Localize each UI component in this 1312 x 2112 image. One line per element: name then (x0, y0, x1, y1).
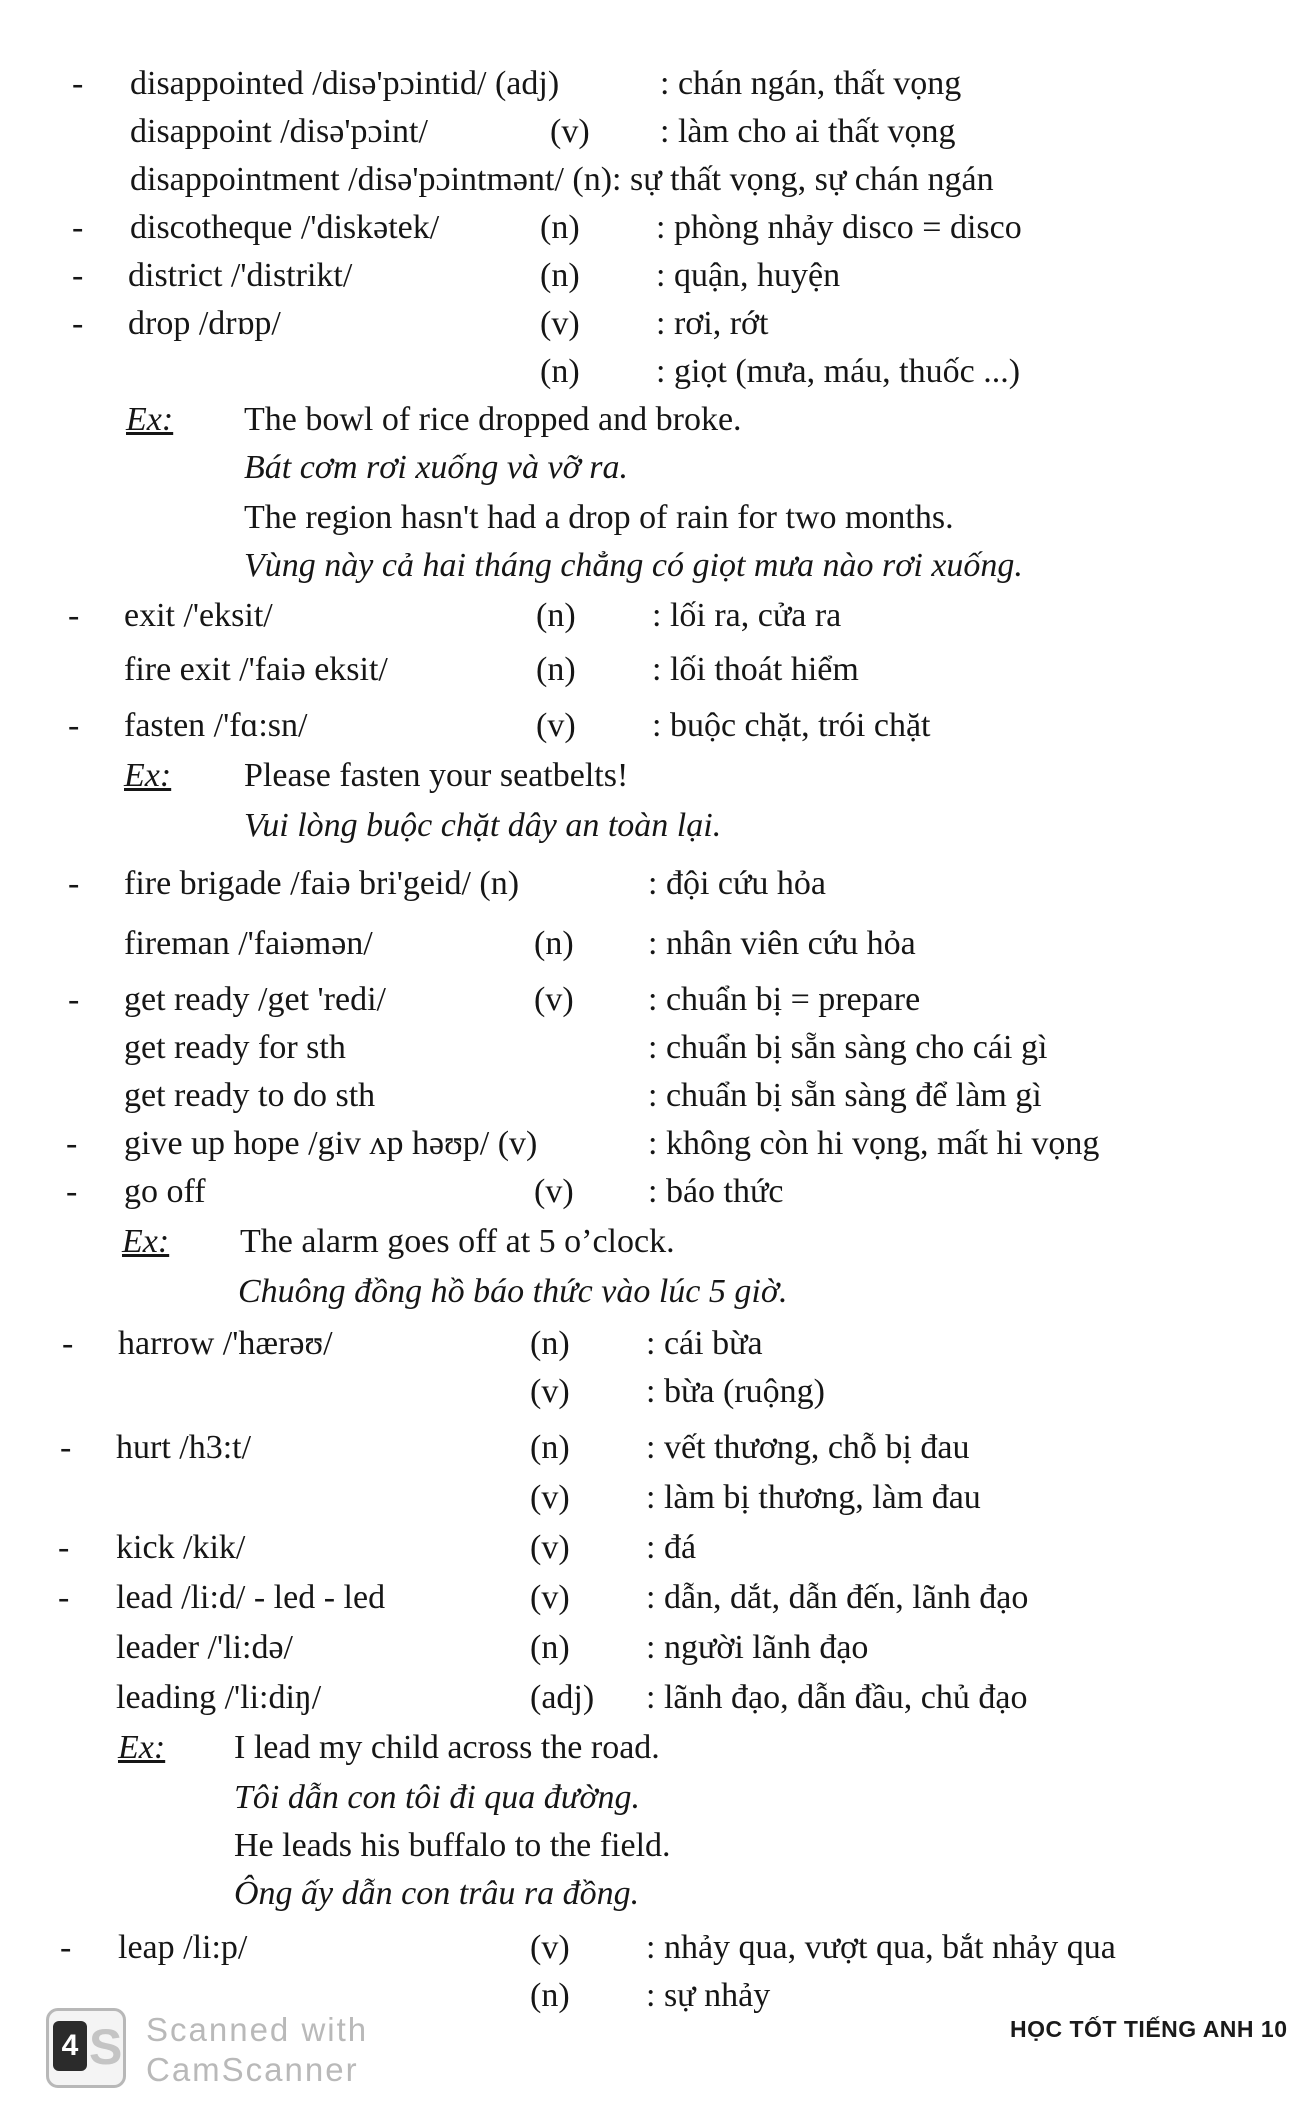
example-vietnamese: Bát cơm rơi xuống và vỡ ra. (244, 449, 628, 486)
entry-meaning: : đội cứu hỏa (648, 865, 827, 902)
entry-meaning: : người lãnh đạo (646, 1629, 869, 1666)
watermark-line-1: Scanned with (146, 2011, 369, 2048)
entry-word: leader /'li:də/ (116, 1629, 293, 1666)
entry-meaning: : báo thức (648, 1173, 784, 1210)
entry-word: give up hope /giv ʌp həʊp/ (v) (124, 1125, 538, 1162)
entry-dash: - (72, 305, 84, 342)
entry-word: disappointment /disə'pɔintmənt/ (n): sự thất vọng, sự chán ngán (130, 161, 994, 198)
entry-word: fire exit /'faiə eksit/ (124, 651, 388, 688)
entry-pos: (n) (530, 1325, 570, 1362)
example-label: Ex: (118, 1729, 166, 1766)
entry-pos: (v) (550, 113, 590, 150)
entry-word: kick /kik/ (116, 1529, 246, 1566)
entry-dash: - (68, 865, 80, 902)
entry-pos: (v) (536, 707, 576, 744)
entry-dash: - (60, 1929, 72, 1966)
entry-dash: - (62, 1325, 74, 1362)
entry-pos: (n) (540, 209, 580, 246)
entry-pos: (n) (530, 1429, 570, 1466)
entry-pos: (n) (536, 651, 576, 688)
entry-pos: (v) (534, 1173, 574, 1210)
entry-word: lead /li:d/ - led - led (116, 1579, 386, 1616)
entry-meaning: : chán ngán, thất vọng (660, 65, 962, 102)
entry-meaning: : sự nhảy (646, 1977, 771, 2014)
example-english: The region hasn't had a drop of rain for two months. (244, 499, 954, 536)
entry-meaning: : giọt (mưa, máu, thuốc ...) (656, 353, 1021, 390)
page-number: 4 (53, 2021, 87, 2071)
entry-dash: - (60, 1429, 72, 1466)
entry-dash: - (66, 1173, 78, 1210)
entry-pos: (n) (540, 257, 580, 294)
entry-meaning: : làm bị thương, làm đau (646, 1479, 981, 1516)
example-label: Ex: (126, 401, 174, 438)
entry-word: disappointed /disə'pɔintid/ (adj) (130, 65, 560, 102)
entry-pos: (n) (534, 925, 574, 962)
entry-dash: - (72, 209, 84, 246)
entry-meaning: : nhảy qua, vượt qua, bắt nhảy qua (646, 1929, 1116, 1966)
entry-pos: (v) (540, 305, 580, 342)
entry-dash: - (66, 1125, 78, 1162)
entry-dash: - (58, 1529, 70, 1566)
entry-pos: (adj) (530, 1679, 595, 1716)
example-vietnamese: Tôi dẫn con tôi đi qua đường. (234, 1779, 640, 1816)
entry-pos: (v) (530, 1373, 570, 1410)
entry-meaning: : rơi, rớt (656, 305, 769, 342)
entry-meaning: : lối thoát hiểm (652, 651, 859, 688)
example-vietnamese: Chuông đồng hồ báo thức vào lúc 5 giờ. (238, 1273, 788, 1310)
watermark-line-2: CamScanner (146, 2051, 359, 2088)
entry-pos: (v) (530, 1529, 570, 1566)
entry-pos: (n) (536, 597, 576, 634)
entry-word: discotheque /'diskətek/ (130, 209, 440, 246)
entry-word: get ready for sth (124, 1029, 346, 1066)
entry-word: district /'distrikt/ (128, 257, 353, 294)
entry-meaning: : chuẩn bị sẵn sàng cho cái gì (648, 1029, 1048, 1066)
entry-pos: (n) (540, 353, 580, 390)
entry-dash: - (58, 1579, 70, 1616)
entry-word: disappoint /disə'pɔint/ (130, 113, 428, 150)
entry-meaning: : quận, huyện (656, 257, 841, 294)
example-english: The alarm goes off at 5 o’clock. (240, 1223, 675, 1260)
example-label: Ex: (122, 1223, 170, 1260)
book-title: HỌC TỐT TIẾNG ANH 10 (1010, 2016, 1288, 2042)
entry-dash: - (68, 597, 80, 634)
entry-word: go off (124, 1173, 206, 1210)
entry-pos: (v) (530, 1479, 570, 1516)
entry-pos: (v) (530, 1579, 570, 1616)
entry-word: exit /'eksit/ (124, 597, 273, 634)
example-english: The bowl of rice dropped and broke. (244, 401, 742, 438)
entry-pos: (v) (534, 981, 574, 1018)
entry-word: fasten /'fɑ:sn/ (124, 707, 308, 744)
entry-word: fire brigade /faiə bri'geid/ (n) (124, 865, 520, 902)
entry-pos: (n) (530, 1977, 570, 2014)
entry-meaning: : đá (646, 1529, 697, 1566)
entry-dash: - (68, 707, 80, 744)
entry-meaning: : cái bừa (646, 1325, 763, 1362)
example-english: Please fasten your seatbelts! (244, 757, 629, 794)
entry-meaning: : vết thương, chỗ bị đau (646, 1429, 970, 1466)
entry-word: fireman /'faiəmən/ (124, 925, 373, 962)
entry-meaning: : dẫn, dắt, dẫn đến, lãnh đạo (646, 1579, 1029, 1616)
entry-dash: - (72, 257, 84, 294)
entry-word: get ready to do sth (124, 1077, 376, 1114)
entry-meaning: : nhân viên cứu hỏa (648, 925, 916, 962)
entry-meaning: : chuẩn bị = prepare (648, 981, 921, 1018)
entry-dash: - (68, 981, 80, 1018)
entry-dash: - (72, 65, 84, 102)
example-english: I lead my child across the road. (234, 1729, 660, 1766)
entry-meaning: : làm cho ai thất vọng (660, 113, 956, 150)
entry-word: drop /drɒp/ (128, 305, 281, 342)
entry-word: leading /'li:diŋ/ (116, 1679, 322, 1716)
entry-meaning: : chuẩn bị sẵn sàng để làm gì (648, 1077, 1042, 1114)
entry-meaning: : không còn hi vọng, mất hi vọng (648, 1125, 1100, 1162)
example-english: He leads his buffalo to the field. (234, 1827, 671, 1864)
entry-meaning: : lãnh đạo, dẫn đầu, chủ đạo (646, 1679, 1028, 1716)
entry-meaning: : lối ra, cửa ra (652, 597, 842, 634)
example-vietnamese: Ông ấy dẫn con trâu ra đồng. (234, 1875, 640, 1912)
entry-pos: (n) (530, 1629, 570, 1666)
entry-word: leap /li:p/ (118, 1929, 248, 1966)
entry-word: hurt /h3:t/ (116, 1429, 252, 1466)
entry-word: harrow /'hærəʊ/ (118, 1325, 333, 1362)
entry-meaning: : buộc chặt, trói chặt (652, 707, 931, 744)
example-vietnamese: Vùng này cả hai tháng chẳng có giọt mưa nào rơi xuống. (244, 547, 1023, 584)
entry-meaning: : phòng nhảy disco = disco (656, 209, 1022, 246)
camscanner-logo (46, 2008, 126, 2088)
example-vietnamese: Vui lòng buộc chặt dây an toàn lại. (244, 807, 722, 844)
entry-meaning: : bừa (ruộng) (646, 1373, 825, 1410)
camscanner-watermark (146, 2010, 368, 2090)
entry-pos: (v) (530, 1929, 570, 1966)
camscanner-s-icon: S (89, 2019, 123, 2075)
example-label: Ex: (124, 757, 172, 794)
entry-word: get ready /get 'redi/ (124, 981, 386, 1018)
